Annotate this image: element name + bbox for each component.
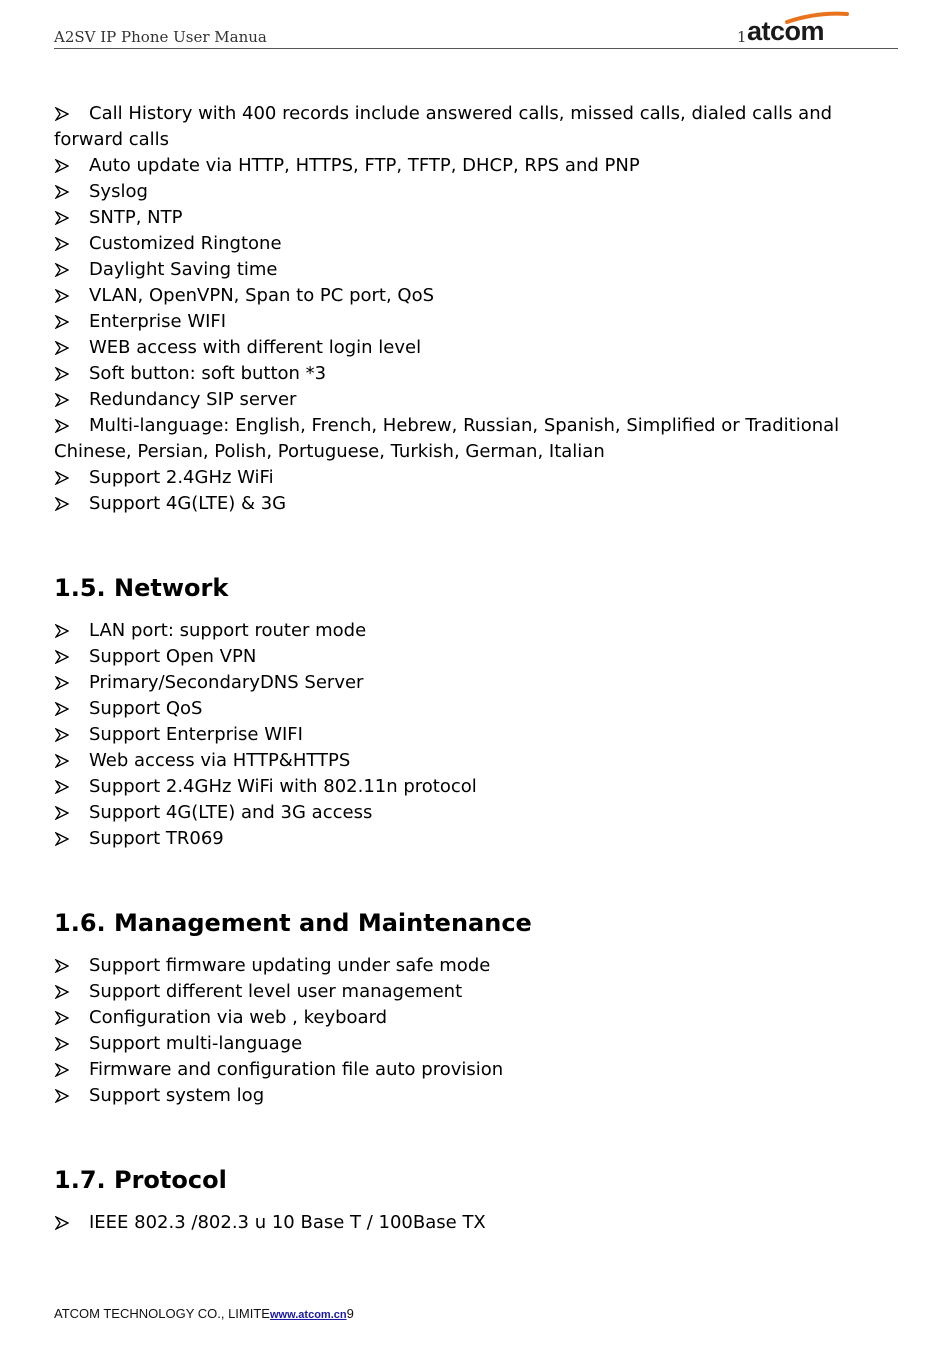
protocol-list — [54, 1210, 898, 1236]
arrow-bullet-icon — [54, 748, 74, 774]
list-item: Support 2.4GHz WiFi with 802.11n protocol — [54, 774, 898, 800]
list-item: Web access via HTTP&HTTPS — [54, 748, 898, 774]
arrow-bullet-icon — [54, 179, 74, 205]
page-content — [54, 101, 898, 1236]
list-item: Configuration via web , keyboard — [54, 1005, 898, 1031]
list-item: Call History with 400 records include answered calls, missed calls, dialed calls and forward calls — [54, 103, 833, 150]
arrow-bullet-icon — [54, 465, 74, 491]
arrow-bullet-icon — [54, 826, 74, 852]
list-item: Support multi-language — [54, 1031, 898, 1057]
arrow-bullet-icon — [54, 257, 74, 283]
arrow-bullet-icon — [54, 153, 74, 179]
footer-page-number: 9 — [346, 1306, 354, 1321]
arrow-bullet-icon — [54, 387, 74, 413]
footer-url-link[interactable]: www.atcom.cn — [269, 1309, 347, 1321]
arrow-bullet-icon — [54, 670, 74, 696]
header-page-marker: 1 — [737, 28, 747, 46]
list-item: Support 2.4GHz WiFi — [54, 465, 898, 491]
arrow-bullet-icon — [54, 101, 74, 127]
list-item: Enterprise WIFI — [54, 309, 898, 335]
arrow-bullet-icon — [54, 1031, 74, 1057]
arrow-bullet-icon — [54, 618, 74, 644]
list-item: LAN port: support router mode — [54, 618, 898, 644]
list-item: Support Open VPN — [54, 644, 898, 670]
list-item: Multi-language: English, French, Hebrew, Russian, Spanish, Simplified or Traditional Chinese, Persian, Polish, Portuguese, Turkish, German, Italian — [54, 415, 840, 462]
logo-wordmark: atcom — [747, 16, 825, 46]
arrow-bullet-icon — [54, 1005, 74, 1031]
arrow-bullet-icon — [54, 1210, 74, 1236]
list-item: Support Enterprise WIFI — [54, 722, 898, 748]
list-item: Support firmware updating under safe mode — [54, 953, 898, 979]
list-item: Customized Ringtone — [54, 231, 898, 257]
list-item: Support different level user management — [54, 979, 898, 1005]
management-list — [54, 953, 898, 1109]
arrow-bullet-icon — [54, 800, 74, 826]
section-title-management: 1.6. Management and Maintenance — [54, 909, 532, 937]
section-title-network: 1.5. Network — [54, 574, 229, 602]
arrow-bullet-icon — [54, 231, 74, 257]
arrow-bullet-icon — [54, 722, 74, 748]
arrow-bullet-icon — [54, 696, 74, 722]
arrow-bullet-icon — [54, 361, 74, 387]
footer-company: ATCOM TECHNOLOGY CO., LIMITE — [54, 1306, 270, 1321]
arrow-bullet-icon — [54, 283, 74, 309]
list-item: IEEE 802.3 /802.3 u 10 Base T / 100Base TX — [54, 1210, 898, 1236]
arrow-bullet-icon — [54, 413, 74, 439]
list-item: Daylight Saving time — [54, 257, 898, 283]
network-list — [54, 618, 898, 852]
list-item: WEB access with different login level — [54, 335, 898, 361]
list-item: Support 4G(LTE) and 3G access — [54, 800, 898, 826]
list-item: Soft button: soft button *3 — [54, 361, 898, 387]
list-item: SNTP, NTP — [54, 205, 898, 231]
list-item: Support 4G(LTE) & 3G — [54, 491, 898, 517]
list-item: Support TR069 — [54, 826, 898, 852]
page-header — [54, 16, 898, 49]
list-item: Support QoS — [54, 696, 898, 722]
arrow-bullet-icon — [54, 644, 74, 670]
arrow-bullet-icon — [54, 1057, 74, 1083]
list-item: Support system log — [54, 1083, 898, 1109]
arrow-bullet-icon — [54, 205, 74, 231]
list-item: Auto update via HTTP, HTTPS, FTP, TFTP, DHCP, RPS and PNP — [54, 153, 898, 179]
list-item: Primary/SecondaryDNS Server — [54, 670, 898, 696]
arrow-bullet-icon — [54, 979, 74, 1005]
header-title: A2SV IP Phone User Manua — [54, 28, 267, 46]
arrow-bullet-icon — [54, 774, 74, 800]
arrow-bullet-icon — [54, 335, 74, 361]
list-item: Redundancy SIP server — [54, 387, 898, 413]
features-list — [54, 101, 898, 517]
page-footer — [54, 1306, 354, 1321]
arrow-bullet-icon — [54, 309, 74, 335]
arrow-bullet-icon — [54, 953, 74, 979]
arrow-bullet-icon — [54, 1083, 74, 1109]
list-item: Syslog — [54, 179, 898, 205]
section-title-protocol: 1.7. Protocol — [54, 1166, 227, 1194]
list-item: Firmware and configuration file auto provision — [54, 1057, 898, 1083]
arrow-bullet-icon — [54, 491, 74, 517]
list-item: VLAN, OpenVPN, Span to PC port, QoS — [54, 283, 898, 309]
